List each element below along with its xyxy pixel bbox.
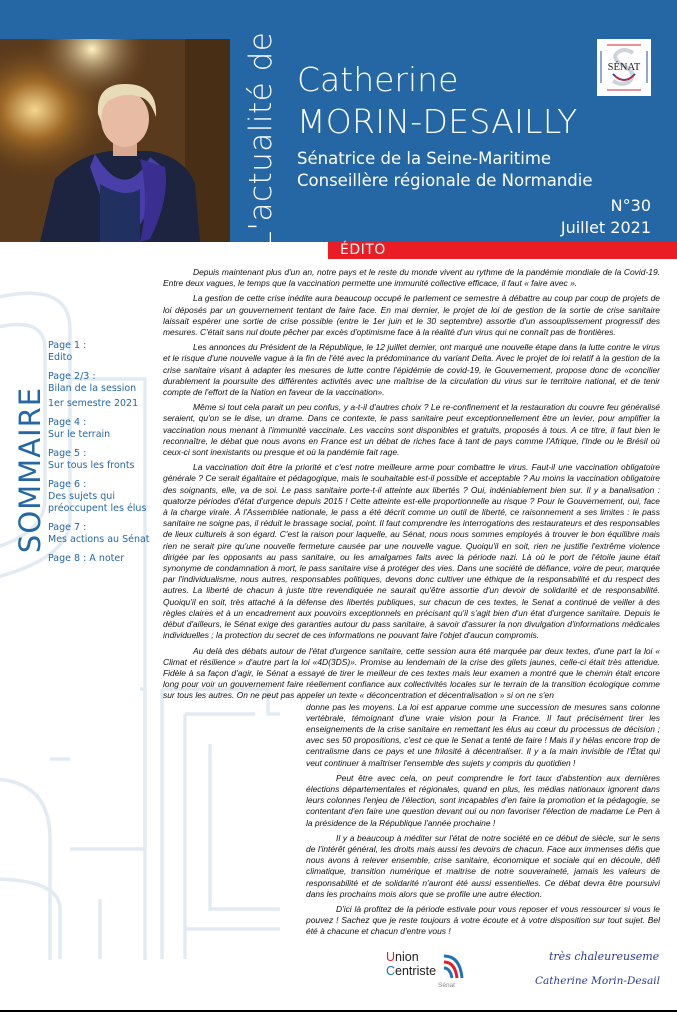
union-centriste-logo bbox=[386, 950, 462, 994]
closing-row bbox=[163, 944, 660, 1006]
signature-drawing bbox=[535, 944, 660, 1004]
section-band bbox=[328, 242, 677, 259]
toc-title: Sur le terrain bbox=[48, 429, 111, 440]
first-name: Catherine bbox=[297, 60, 459, 99]
toc-subtitle: préoccupent les élus bbox=[48, 503, 147, 514]
toc-entry-page-2-3[interactable] bbox=[48, 371, 160, 410]
senat-logo-text: SÉNAT bbox=[607, 62, 641, 73]
edito-paragraph: Il y a beaucoup à méditer sur l'état de notre société en ce début de siècle, sur le sens de l'intérêt général, les droits mais aussi les devoirs de chacun. Face aux immenses défis que nous avons à relever ensemble, crise sanitaire, économique et sociale qui en découle, défi climatique, transition numérique et maitrise de notre souveraineté, jamais les valeurs de responsabilité et de solidarité n'auront été aussi essentielles. Ce débat devra être poursuivi dans les prochains mois alors que se profile une autre élection. bbox=[306, 832, 660, 899]
sommaire-title bbox=[12, 365, 48, 575]
last-name: MORIN-DESAILLY bbox=[297, 102, 578, 141]
senat-emblem-icon bbox=[597, 39, 651, 96]
portrait-illustration bbox=[0, 39, 230, 242]
edito-paragraph: Peut être avec cela, on peut comprendre le fort taux d'abstention aux dernières élections départementales et régionales, quand en plus, les médias nationaux ignorent dans leurs colonnes l'enjeu de l'élection, sont incapables d'en faire la promotion et la pédagogie, se contentant d'en faire une question devant oui ou non favoriser l'élection de madame Le Pen à la présidence de la République l'année prochaine ! bbox=[306, 772, 660, 828]
table-of-contents bbox=[48, 340, 160, 572]
toc-page-number: Page 8 : A noter bbox=[48, 553, 125, 564]
logo-line-union: Union bbox=[386, 949, 419, 964]
toc-entry-page-1[interactable] bbox=[48, 340, 160, 364]
toc-title: Des sujets qui bbox=[48, 491, 115, 502]
edito-paragraph: La vaccination doit être la priorité et c'est notre meilleure arme pour combattre le virus. Faut-il une vaccination obligatoire générale ? Ce serait égalitaire et pédagogique, mais le souhaitable est-il possible et acceptable ? Au moins la vaccination obligatoire des soignants, elle, va de soi. Le pass sanitaire porte-t-il atteinte aux libertés ? Oui, indéniablement bien sur. Il y a banalisation : quatorze périodes d'état d'urgence depuis 2015 ! Cette atteinte est-elle proportionnelle au risque ? Pour le Gouvernement, oui, face à la charge virale. À l'Assemblée nationale, le pass a été décrit comme un outil de liberté, ce raisonnement a ses limites : le pass sanitaire ne soigne pas, il réduit le brassage social, point. Il faut comprendre les interrogations des restaurateurs et des responsables de lieux culturels à son égard. C'est la raison pour laquelle, au Sénat, nous nous sommes employés à trouver le bon équilibre mais rien ne serait pire qu'une nouvelle fermeture causée par une nouvelle vague. Quoiqu'il en soit, rien ne justifie l'extrême violence dirigée par les opposants au pass sanitaire, ou les amalgames faits avec la période nazi. Là où le port de l'étoile jaune était synonyme de condamnation à mort, le pass sanitaire vise à protéger des vies. Dans une société de défiance, voire de peur, marquée par l'individualisme, nous autres, responsables politiques, devons donc cultiver une éthique de la responsabilité et du respect des autres. La liberté de chacun à juste titre revendiquée ne saurait qu'être assortie d'un devoir de solidarité et de responsabilité. Quoiqu'il en soit, très attaché à la défense des libertés publiques, sur chacun de ces textes, le Senat a continué de veiller à des règles claires et à un encadrement aux pouvoirs exceptionnels en précisant qu'il s'agit bien d'un état d'urgence sanitaire. Depuis le début d'ailleurs, le Sénat exige des garanties autour du pass sanitaire, à savoir d'assurer la non divulgation d'informations médicales individuelles ; la protection du secret de ces informations ne pouvant faire l'objet d'aucun compromis. bbox=[163, 462, 660, 641]
toc-entry-page-8[interactable] bbox=[48, 553, 160, 565]
edito-paragraph: Au delà des débats autour de l'état d'urgence sanitaire, cette session aura été marquée par deux textes, d'une part la loi « Climat et résilience » d'autre part la loi «4D(3DS)». Promise au lendemain de la crise des gilets jaunes, celle-ci était très attendue. Fidèle à sa façon d'agir, le Sénat a essayé de tirer le meilleur de ces textes mais leur examen a montré que le chemin était encore long pour voir un gouvernement faire réellement confiance aux collectivités locales sur le terrain de la transition écologique comme sur tous les autres. On ne peut pas appeler un texte « déconcentration et décentralisation » si on ne s'en bbox=[163, 645, 660, 701]
toc-title: Edito bbox=[48, 352, 73, 363]
portrait-photo bbox=[0, 39, 230, 242]
toc-page-number: Page 5 : bbox=[48, 448, 87, 459]
edito-indent-column bbox=[306, 702, 660, 938]
edito-paragraph: La gestion de cette crise inédite aura beaucoup occupé le parlement ce semestre à débattre au coup par coup de projets de loi déposés par un gouvernement tentant de faire face. En mai dernier, le projet de loi de gestion de la sortie de crise sanitaire laissait espérer une sortie de crise possible (entre le 1er juin et le 30 septembre) assortie d'un assouplissement progressif des mesures. C'était sans nul doute pêcher par excès d'optimisme face à la réalité d'un virus qui ne connaît pas de frontières. bbox=[163, 293, 660, 338]
edito-paragraph: Les annonces du Président de la République, le 12 juillet dernier, ont marqué une nouvelle étape dans la lutte contre le virus et le risque d'une nouvelle vague à la fin de l'été avec la prédominance du variant Delta. Avec le projet de loi relatif à la gestion de la crise sanitaire visant à adapter les mesures de lutte contre l'épidémie de covid-19, le Gouvernement, propose donc de «concilier durablement la poursuite des différentes activités avec une maîtrise de la circulation du virus sur le territoire national, et de tenir compte de l'effort de la Nation en faveur de la vaccination». bbox=[163, 342, 660, 398]
edito-paragraph: D'ici là profitez de la période estivale pour vous reposer et vous ressourcer si vous le pouvez ! Sachez que je reste toujours à votre écoute et à votre disposition sur tout sujet. Bel été à chacune et chacun d'entre vous ! bbox=[306, 903, 660, 937]
senat-logo bbox=[597, 39, 651, 96]
signature-closing: très chaleureusement bbox=[549, 949, 660, 963]
vertical-title-text: L'actualité de bbox=[243, 31, 279, 249]
toc-page-number: Page 6 : bbox=[48, 479, 87, 490]
toc-page-number: Page 4 : bbox=[48, 417, 87, 428]
edito-paragraph: Même si tout cela parait un peu confus, y a-t-il d'autres choix ? Le re-confinement et la restauration du couvre feu généralisé seraient, qu'on se le dise, un drame. Dans ce contexte, le pass sanitaire peut exceptionnellement être un levier, pour amplifier la vaccination nous menant à l'immunité vaccinale. Les vaccins sont disponibles et gratuits, proposés à tous. A ce titre, il faut bien le reconnaître, le débat que nous avons en France est un débat de riches face à tant de pays comme l'Afrique, l'Inde ou le Brésil où ceux-ci sont inexistants ou presque et où la pandémie fait rage. bbox=[163, 402, 660, 458]
issue-date: Juillet 2021 bbox=[560, 218, 651, 237]
toc-page-number: Page 1 : bbox=[48, 340, 87, 351]
toc-title: Sur tous les fronts bbox=[48, 460, 135, 471]
toc-page-number: Page 2/3 : bbox=[48, 371, 96, 382]
toc-entry-page-4[interactable] bbox=[48, 417, 160, 441]
edito-flow bbox=[163, 267, 660, 1006]
section-label: ÉDITO bbox=[340, 242, 386, 258]
toc-entry-page-5[interactable] bbox=[48, 448, 160, 472]
role-councillor: Conseillère régionale de Normandie bbox=[297, 171, 593, 190]
edito-main-column bbox=[163, 267, 660, 702]
signature-name: Catherine Morin-Desailly bbox=[535, 974, 660, 987]
toc-entry-page-7[interactable] bbox=[48, 522, 160, 546]
logo-line-centriste: Centriste bbox=[386, 963, 437, 978]
issue-number: N°30 bbox=[610, 196, 651, 215]
toc-title: Bilan de la session bbox=[48, 383, 137, 394]
logo-line-senat: Sénat bbox=[438, 981, 455, 989]
header-banner bbox=[0, 0, 677, 249]
arc-emblem-icon bbox=[442, 952, 464, 980]
toc-subtitle: 1er semestre 2021 bbox=[48, 398, 139, 409]
sommaire-title-text: SOMMAIRE bbox=[13, 386, 47, 554]
toc-entry-page-6[interactable] bbox=[48, 479, 160, 515]
role-senator: Sénatrice de la Seine-Maritime bbox=[297, 149, 552, 168]
toc-title: Mes actions au Sénat bbox=[48, 534, 150, 545]
edito-paragraph: Depuis maintenant plus d'un an, notre pays et le reste du monde vivent au rythme de la pandémie mondiale de la Covid-19. Entre deux vagues, le temps que la vaccination permette une immunité collective efficace, il faut « faire avec ». bbox=[163, 267, 660, 289]
toc-page-number: Page 7 : bbox=[48, 522, 87, 533]
vertical-title bbox=[238, 31, 284, 249]
edito-paragraph-continuation: donne pas les moyens. La loi est apparue comme une succession de mesures sans colonne vertébrale, témoignant d'une vraie vision pour la France. Il faut précisément tirer les enseignements de la crise sanitaire en remettant les élus au cœur du processus de décision ; avec ses 50 propositions, c'est ce que le Senat a tenté de faire ! Mais il y hélas encore trop de centralisme dans ce pays et une frilosité à décentraliser. Il y a la main invisible de l'État qui veut continuer à maîtriser l'ensemble des sujets y compris du quotidien ! bbox=[306, 701, 660, 768]
handwritten-signature bbox=[535, 944, 660, 1004]
